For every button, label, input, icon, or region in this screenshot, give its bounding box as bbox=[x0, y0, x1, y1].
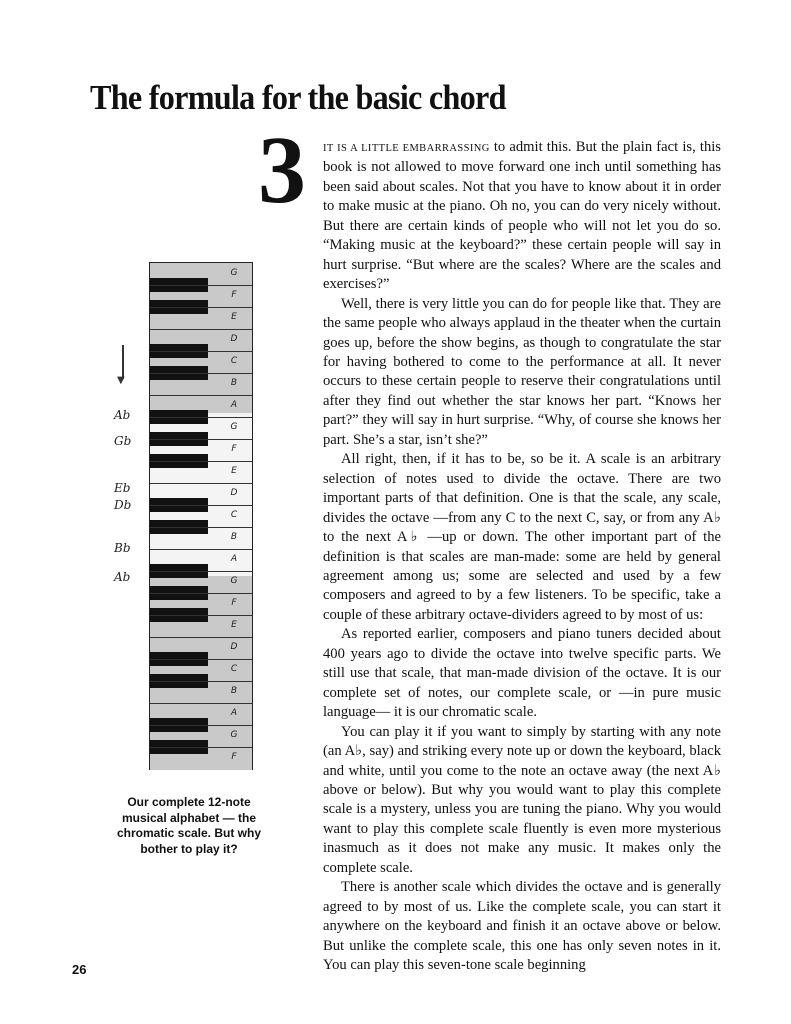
key-divider bbox=[150, 571, 252, 572]
white-key-label: E bbox=[231, 620, 237, 630]
arrow-head-icon: ▼ bbox=[117, 375, 125, 386]
paragraph: You can play it if you want to simply by starting with any note (an A♭, say) and striking every note up or down the keyboard, black and white, until you come to the note an octave away (the next A♭ above or below). But why you would want to play this complete scale is a mystery, unless you are tuning the piano. Why you would want to play this complete scale fluently is even more mysterious inasmuch as it does not make any music. It makes only the complete scale. bbox=[323, 723, 721, 876]
paragraph: Well, there is very little you can do for people like that. They are the same people who always applaud in the theater when the curtain goes up, before the show begins, as though to congratulate the star for having bothered to come to the performance at all. It never occurs to these certain people to reserve their congratulations until after they find out whether the star knows her part. “Knows her part?” they will say in hurt surprise. “Why, of course she knows her part. She’s a star, isn’t she?” bbox=[323, 295, 721, 448]
paragraph: There is another scale which divides the octave and is generally agreed to by most of us. Like the complete scale, you can start it anywhere on the keyboard and finish it an octave above or below. But unlike the complete scale, this one has only seven notes in it. You can play this seven-tone scale beginning bbox=[323, 879, 721, 974]
white-key-label: A bbox=[230, 400, 238, 410]
white-key-label: G bbox=[230, 576, 238, 586]
key-divider bbox=[150, 659, 252, 660]
handwritten-label: Ab bbox=[114, 408, 131, 422]
white-key-label: D bbox=[230, 334, 238, 344]
white-key-label: A bbox=[230, 554, 238, 564]
key-divider bbox=[150, 703, 252, 704]
key-divider bbox=[150, 747, 252, 748]
paragraph bbox=[323, 138, 721, 295]
paragraph: All right, then, if it has to be, so be it. A scale is an arbitrary selection of notes used to divide the octave. There are two important parts of that definition. One is that the scale, any scale, divides the octave —from any C to the next C, say, or from any A♭ to the next A♭ —up or down. The other important part of the definition is that scales are man-made: some are held by general agreement among us; some are selected and used by a few composers and agreed to by a few listeners. To be specific, take a couple of these arbitrary octave-dividers agreed to by most of us: bbox=[323, 451, 721, 623]
key-divider bbox=[150, 417, 252, 418]
key-divider bbox=[150, 681, 252, 682]
white-key-label: C bbox=[230, 356, 238, 366]
page-title: The formula for the basic chord bbox=[90, 78, 506, 117]
white-key-label: G bbox=[230, 730, 238, 740]
white-key-label: F bbox=[231, 444, 237, 454]
key-divider bbox=[150, 329, 252, 330]
white-key-label: D bbox=[230, 642, 238, 652]
white-key-label: E bbox=[231, 466, 237, 476]
handwritten-label: Bb bbox=[114, 541, 131, 555]
key-divider bbox=[150, 483, 252, 484]
white-key-label: D bbox=[230, 488, 238, 498]
handwritten-label: Eb bbox=[114, 481, 131, 495]
paragraph-text: to admit this. But the plain fact is, this book is not allowed to move forward one inch until something has been said about scales. Not that you have to know about it in order to make music at the piano. Oh no, you can do very nicely without. But there are certain kinds of people who will not let you do so. “Making music at the keyboard?” these certain people will say in hurt surprise. “But where are the scales? Where are the scales and exercises?” bbox=[323, 139, 721, 293]
key-divider bbox=[150, 373, 252, 374]
key-divider bbox=[150, 307, 252, 308]
key-divider bbox=[150, 285, 252, 286]
white-key-label: B bbox=[230, 686, 238, 696]
white-key-label: F bbox=[231, 752, 237, 762]
key-divider bbox=[150, 637, 252, 638]
white-key-label: F bbox=[231, 598, 237, 608]
key-divider bbox=[150, 615, 252, 616]
paragraph: As reported earlier, composers and piano tuners decided about 400 years ago to divide the octave into twelve specific parts. We still use that scale, that man-made division of the octave. It is our complete set of notes, our complete scale, or —in pure music language— it is our chromatic scale. bbox=[323, 626, 721, 721]
chapter-number: 3 bbox=[258, 116, 306, 223]
down-arrow-icon bbox=[122, 345, 124, 379]
handwritten-label: Ab bbox=[114, 570, 131, 584]
white-key-label: C bbox=[230, 664, 238, 674]
key-divider bbox=[150, 549, 252, 550]
key-divider bbox=[150, 395, 252, 396]
piano-keyboard-illustration bbox=[149, 262, 253, 770]
key-divider bbox=[150, 725, 252, 726]
key-divider bbox=[150, 593, 252, 594]
white-key-label: B bbox=[230, 532, 238, 542]
white-key-label: G bbox=[230, 268, 238, 278]
white-key-label: E bbox=[231, 312, 237, 322]
page-number: 26 bbox=[72, 962, 87, 977]
small-caps-lead: IT IS A LITTLE EMBARRASSING bbox=[323, 143, 490, 154]
white-key-label: A bbox=[230, 708, 238, 718]
handwritten-label: Db bbox=[114, 498, 132, 512]
white-key-label: G bbox=[230, 422, 238, 432]
key-divider bbox=[150, 527, 252, 528]
key-divider bbox=[150, 439, 252, 440]
key-divider bbox=[150, 461, 252, 462]
body-text bbox=[323, 138, 721, 975]
key-divider bbox=[150, 351, 252, 352]
white-key-label: C bbox=[230, 510, 238, 520]
white-key-label: F bbox=[231, 290, 237, 300]
figure-caption: Our complete 12-note musical alphabet — the chromatic scale. But why bother to play it? bbox=[116, 795, 262, 856]
handwritten-label: Gb bbox=[114, 434, 132, 448]
white-key-label: B bbox=[230, 378, 238, 388]
key-divider bbox=[150, 505, 252, 506]
